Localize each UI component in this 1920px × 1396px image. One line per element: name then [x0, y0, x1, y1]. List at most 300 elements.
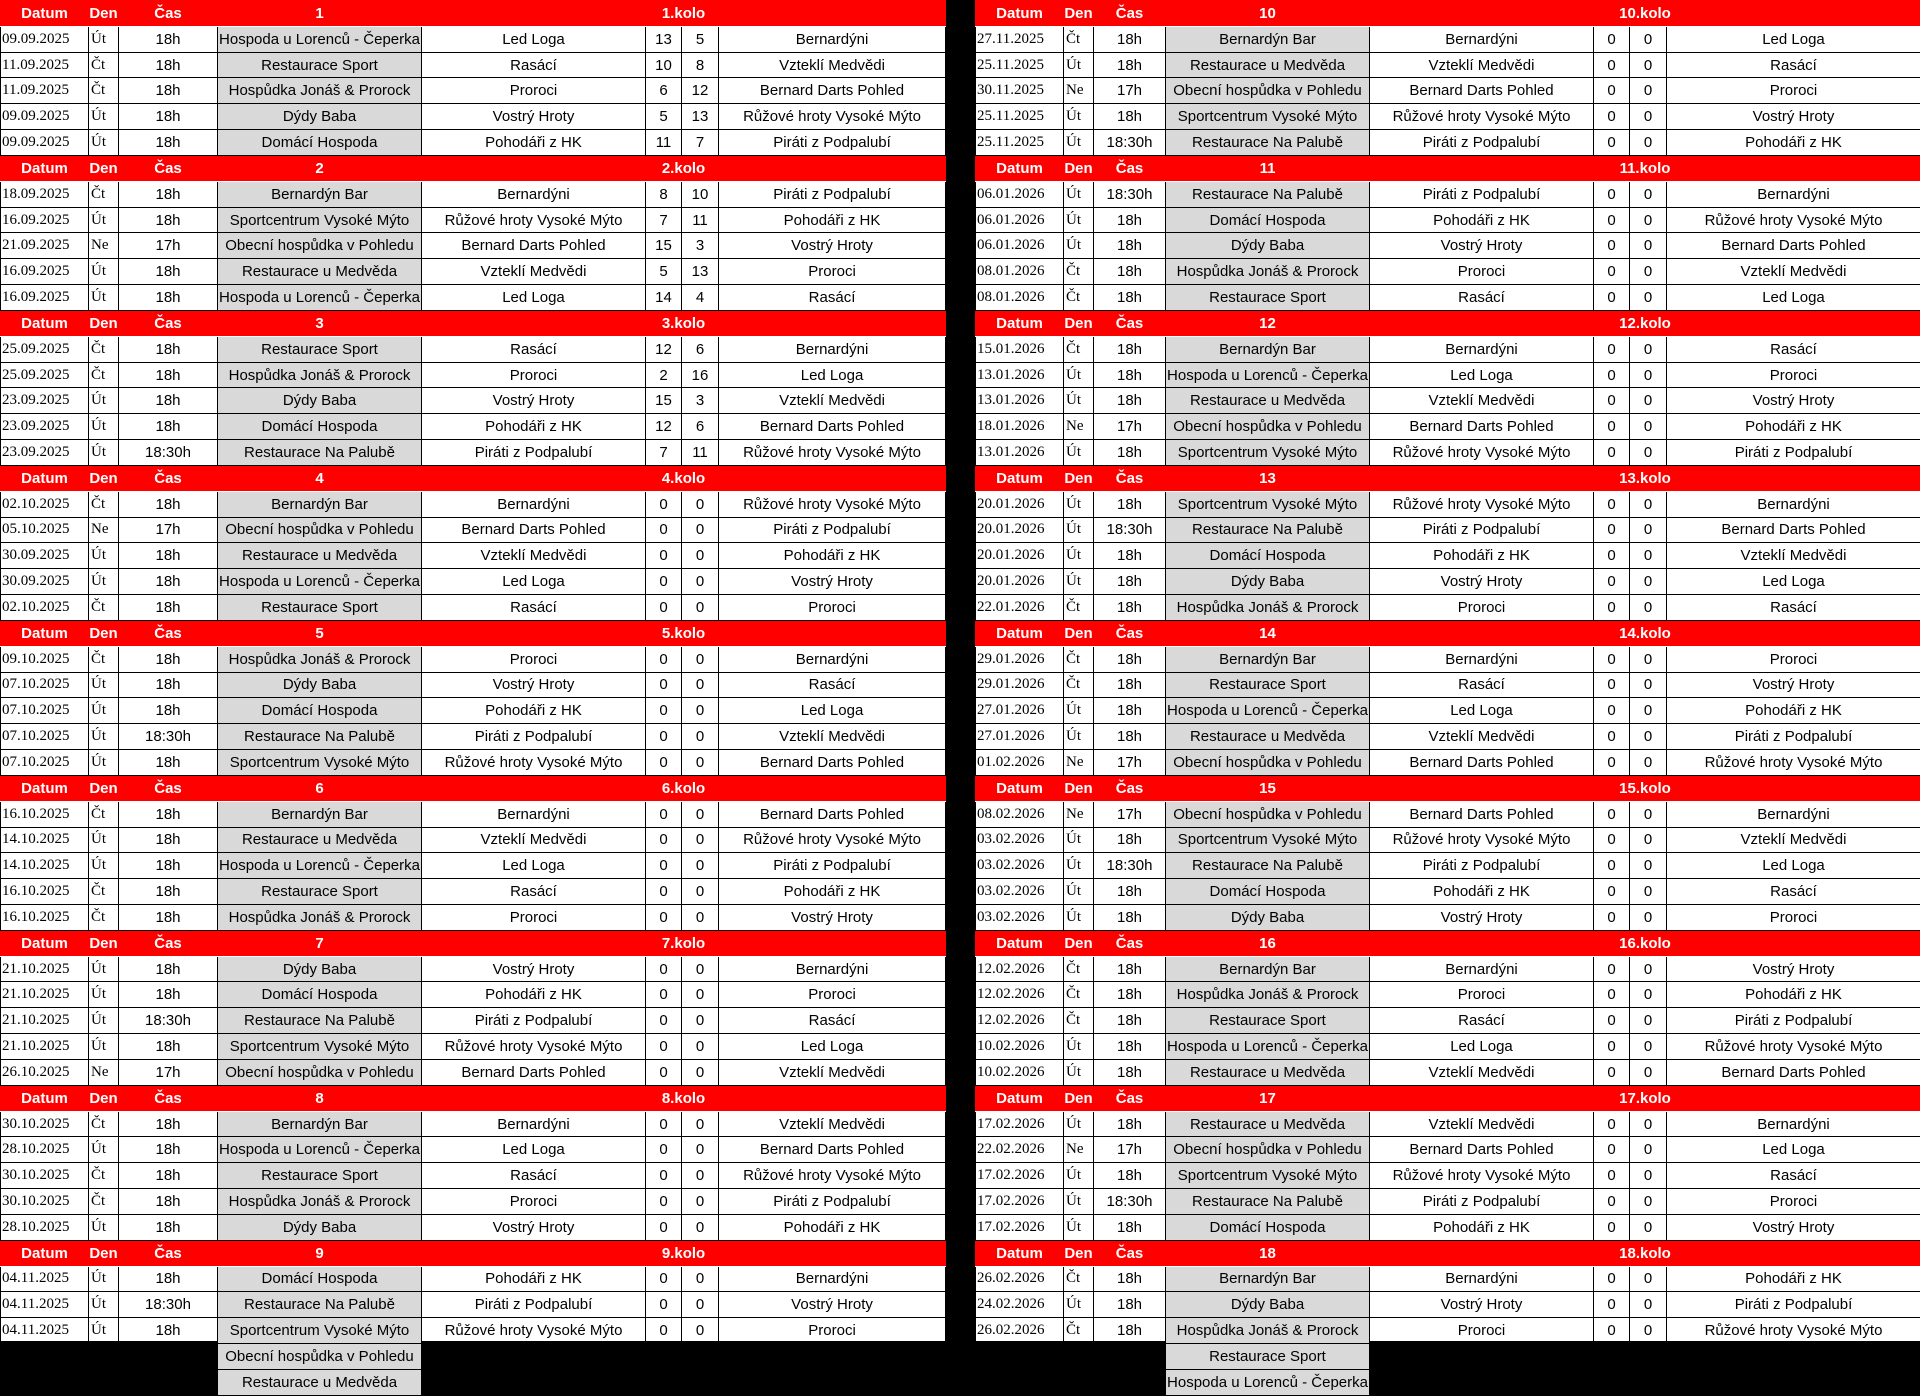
away-team: Bernard Darts Pohled: [1667, 1344, 1920, 1370]
match-row: [976, 724, 1920, 750]
match-row: [1, 750, 946, 776]
match-date: 13.01.2026: [976, 388, 1064, 414]
match-venue: Hospůdka Jonáš & Prorock: [218, 646, 422, 672]
match-time: 18h: [1094, 1214, 1166, 1240]
date-column-header: Datum: [1, 775, 89, 801]
match-row: [1, 1137, 946, 1163]
match-date: 06.01.2026: [976, 233, 1064, 259]
match-venue: Bernardýn Bar: [218, 1111, 422, 1137]
match-date: 02.10.2025: [1, 595, 89, 621]
match-time: 18h: [1094, 362, 1166, 388]
match-date: 21.09.2025: [1, 233, 89, 259]
away-team: Proroci: [719, 595, 946, 621]
home-team: Piráti z Podpalubí: [1370, 1189, 1594, 1215]
away-team: Pohodáři z HK: [1667, 698, 1920, 724]
away-team: Proroci: [1667, 646, 1920, 672]
match-venue: Bernardýn Bar: [1166, 26, 1370, 52]
home-team: Růžové hroty Vysoké Mýto: [422, 750, 646, 776]
home-score: 0: [646, 879, 682, 905]
away-team: Piráti z Podpalubí: [719, 130, 946, 156]
match-time: 17h: [1094, 801, 1166, 827]
match-day: Út: [89, 388, 119, 414]
round-number: 14: [1166, 620, 1370, 646]
away-score: 0: [1630, 414, 1667, 440]
match-time: 18h: [1094, 672, 1166, 698]
home-score: 0: [646, 517, 682, 543]
away-team: Vzteklí Medvědi: [1667, 259, 1920, 285]
match-date: 27.11.2025: [976, 26, 1064, 52]
away-team: Pohodáři z HK: [1667, 130, 1920, 156]
home-score: 0: [1594, 517, 1630, 543]
match-date: 10.02.2026: [976, 1034, 1064, 1060]
home-score: 0: [1594, 595, 1630, 621]
match-day: Ne: [1064, 414, 1094, 440]
match-venue: Obecní hospůdka v Pohledu: [1166, 801, 1370, 827]
away-score: 8: [682, 52, 719, 78]
match-day: Út: [1064, 104, 1094, 130]
away-team: Pohodáři z HK: [719, 1214, 946, 1240]
home-score: 0: [646, 1369, 682, 1395]
time-column-header: Čas: [1094, 155, 1166, 181]
home-score: 0: [646, 956, 682, 982]
match-row: [976, 1163, 1920, 1189]
match-day: Út: [1064, 1111, 1094, 1137]
match-day: Čt: [89, 52, 119, 78]
home-team: Piráti z Podpalubí: [422, 1292, 646, 1318]
home-score: 15: [646, 233, 682, 259]
home-score: 10: [646, 52, 682, 78]
date-column-header: Datum: [976, 775, 1064, 801]
match-date: 16.10.2025: [1, 801, 89, 827]
away-team: Rasácí: [719, 672, 946, 698]
match-row: [1, 853, 946, 879]
match-row: [976, 750, 1920, 776]
match-row: [1, 543, 946, 569]
match-venue: Restaurace u Medvěda: [1166, 1059, 1370, 1085]
match-row: [976, 1369, 1920, 1395]
away-score: 0: [682, 672, 719, 698]
match-date: 16.09.2025: [1, 259, 89, 285]
match-day: Čt: [1064, 285, 1094, 311]
home-score: 14: [646, 285, 682, 311]
match-day: Út: [1064, 388, 1094, 414]
match-date: 08.01.2026: [976, 259, 1064, 285]
away-team: Bernard Darts Pohled: [719, 801, 946, 827]
match-row: [976, 104, 1920, 130]
home-team: Pohodáři z HK: [422, 982, 646, 1008]
match-row: [976, 1318, 1920, 1344]
match-venue: Hospoda u Lorenců - Čeperka: [218, 1137, 422, 1163]
match-time: 18h: [119, 130, 218, 156]
schedule-left-half: [0, 0, 945, 1341]
home-team: Bernardýni: [422, 491, 646, 517]
match-venue: Restaurace u Medvěda: [218, 259, 422, 285]
match-venue: Domácí Hospoda: [218, 982, 422, 1008]
away-team: Růžové hroty Vysoké Mýto: [719, 491, 946, 517]
round-header-row: [1, 930, 946, 956]
match-date: 07.10.2025: [1, 698, 89, 724]
home-score: 0: [1594, 1163, 1630, 1189]
match-row: [1, 26, 946, 52]
match-day: Út: [89, 259, 119, 285]
away-score: 0: [1630, 879, 1667, 905]
away-team: Vostrý Hroty: [1667, 388, 1920, 414]
away-team: Bernardýni: [1667, 1111, 1920, 1137]
home-team: Led Loga: [422, 853, 646, 879]
match-date: 16.09.2025: [1, 285, 89, 311]
match-row: [1, 233, 946, 259]
schedule-right-half: [975, 0, 1920, 1341]
away-score: 0: [1630, 1034, 1667, 1060]
match-day: Út: [1064, 724, 1094, 750]
home-score: 0: [646, 1189, 682, 1215]
match-venue: Dýdy Baba: [1166, 904, 1370, 930]
match-time: 18h: [1094, 982, 1166, 1008]
match-venue: Obecní hospůdka v Pohledu: [1166, 1137, 1370, 1163]
away-team: Proroci: [719, 982, 946, 1008]
home-team: Pohodáři z HK: [1370, 543, 1594, 569]
day-column-header: Den: [89, 1, 119, 27]
away-team: Růžové hroty Vysoké Mýto: [1667, 1034, 1920, 1060]
match-time: 18h: [1094, 491, 1166, 517]
away-team: Bernard Darts Pohled: [719, 414, 946, 440]
round-number: 17: [1166, 1085, 1370, 1111]
match-time: 18h: [119, 543, 218, 569]
home-score: 0: [1594, 362, 1630, 388]
home-score: 0: [1594, 207, 1630, 233]
match-time: 18h: [1094, 52, 1166, 78]
home-score: 0: [646, 1059, 682, 1085]
home-score: 0: [646, 543, 682, 569]
match-date: 12.02.2026: [976, 1008, 1064, 1034]
match-date: 30.09.2025: [1, 569, 89, 595]
match-row: [1, 672, 946, 698]
match-time: 18h: [1094, 207, 1166, 233]
match-date: 27.01.2026: [976, 698, 1064, 724]
match-row: [1, 569, 946, 595]
away-score: 0: [682, 827, 719, 853]
match-row: [1, 1189, 946, 1215]
match-day: Čt: [1064, 956, 1094, 982]
match-venue: Obecní hospůdka v Pohledu: [218, 1344, 422, 1370]
match-day: Čt: [1064, 336, 1094, 362]
home-team: Rasácí: [422, 1163, 646, 1189]
match-date: 03.02.2026: [976, 853, 1064, 879]
time-column-header: Čas: [1094, 620, 1166, 646]
away-score: 0: [1630, 1137, 1667, 1163]
match-day: Út: [89, 104, 119, 130]
round-label: 13.kolo: [1370, 465, 1920, 491]
match-day: Út: [1064, 1292, 1094, 1318]
match-day: Út: [89, 26, 119, 52]
match-date: 26.02.2026: [976, 1344, 1064, 1370]
home-score: 0: [1594, 181, 1630, 207]
date-column-header: Datum: [976, 1240, 1064, 1266]
home-score: 11: [646, 130, 682, 156]
home-team: Pohodáři z HK: [1370, 207, 1594, 233]
home-team: Vzteklí Medvědi: [422, 1369, 646, 1395]
away-score: 0: [1630, 982, 1667, 1008]
home-score: 0: [646, 646, 682, 672]
match-day: Čt: [89, 1111, 119, 1137]
home-score: 0: [1594, 130, 1630, 156]
match-venue: Restaurace Na Palubě: [218, 1008, 422, 1034]
match-date: 07.10.2025: [1, 724, 89, 750]
round-number: 18: [1166, 1240, 1370, 1266]
home-team: Růžové hroty Vysoké Mýto: [422, 1318, 646, 1344]
home-team: Piráti z Podpalubí: [1370, 130, 1594, 156]
match-row: [1, 78, 946, 104]
match-time: 18h: [119, 78, 218, 104]
away-score: 0: [1630, 26, 1667, 52]
round-number: 16: [1166, 930, 1370, 956]
match-time: 18h: [119, 569, 218, 595]
home-score: 0: [1594, 233, 1630, 259]
match-time: 18h: [119, 956, 218, 982]
match-venue: Dýdy Baba: [218, 956, 422, 982]
away-team: Piráti z Podpalubí: [719, 853, 946, 879]
away-score: 4: [682, 285, 719, 311]
match-venue: Restaurace Sport: [1166, 1008, 1370, 1034]
match-day: Út: [1064, 362, 1094, 388]
match-time: 18h: [1094, 569, 1166, 595]
match-day: Út: [89, 440, 119, 466]
match-row: [976, 362, 1920, 388]
match-venue: Hospůdka Jonáš & Prorock: [1166, 982, 1370, 1008]
match-venue: Domácí Hospoda: [1166, 543, 1370, 569]
match-time: 18h: [119, 1034, 218, 1060]
match-venue: Dýdy Baba: [218, 104, 422, 130]
match-venue: Restaurace Na Palubě: [218, 440, 422, 466]
away-team: Proroci: [1667, 78, 1920, 104]
match-row: [1, 517, 946, 543]
home-team: Vostrý Hroty: [1370, 904, 1594, 930]
away-team: Led Loga: [719, 362, 946, 388]
round-header-row: [1, 310, 946, 336]
match-date: 11.09.2025: [1, 52, 89, 78]
day-column-header: Den: [1064, 1240, 1094, 1266]
match-time: 18h: [119, 904, 218, 930]
match-row: [1, 827, 946, 853]
match-day: Út: [1064, 181, 1094, 207]
away-team: Piráti z Podpalubí: [1667, 440, 1920, 466]
away-team: Led Loga: [1667, 26, 1920, 52]
match-row: [1, 1163, 946, 1189]
away-score: 0: [1630, 750, 1667, 776]
away-team: Rasácí: [1667, 1163, 1920, 1189]
match-venue: Hospoda u Lorenců - Čeperka: [218, 569, 422, 595]
match-row: [1, 207, 946, 233]
match-time: 18h: [119, 1369, 218, 1395]
match-date: 30.09.2025: [1, 543, 89, 569]
match-row: [976, 672, 1920, 698]
home-team: Bernard Darts Pohled: [1370, 801, 1594, 827]
day-column-header: Den: [1064, 1085, 1094, 1111]
match-date: 21.10.2025: [1, 982, 89, 1008]
home-team: Proroci: [422, 904, 646, 930]
home-team: Vzteklí Medvědi: [1370, 724, 1594, 750]
home-team: Rasácí: [422, 879, 646, 905]
home-team: Vzteklí Medvědi: [1370, 388, 1594, 414]
date-column-header: Datum: [1, 310, 89, 336]
match-row: [976, 956, 1920, 982]
match-venue: Restaurace Sport: [1166, 1344, 1370, 1370]
match-day: Út: [89, 827, 119, 853]
match-day: Út: [89, 1008, 119, 1034]
away-team: Led Loga: [719, 698, 946, 724]
away-score: 0: [1630, 104, 1667, 130]
away-score: 0: [1630, 388, 1667, 414]
away-score: 6: [682, 336, 719, 362]
match-row: [976, 1344, 1920, 1370]
match-time: 18h: [1094, 1318, 1166, 1344]
away-score: 0: [1630, 440, 1667, 466]
match-row: [976, 414, 1920, 440]
date-column-header: Datum: [976, 620, 1064, 646]
round-number: 10: [1166, 1, 1370, 27]
away-score: 0: [1630, 336, 1667, 362]
match-row: [976, 440, 1920, 466]
away-team: Piráti z Podpalubí: [1667, 1292, 1920, 1318]
match-day: Čt: [1064, 1344, 1094, 1370]
match-date: 16.10.2025: [1, 879, 89, 905]
match-date: 26.02.2026: [976, 1266, 1064, 1292]
away-team: Růžové hroty Vysoké Mýto: [1667, 207, 1920, 233]
match-date: 07.10.2025: [1, 750, 89, 776]
round-number: 2: [218, 155, 422, 181]
match-row: [976, 285, 1920, 311]
round-label: 2.kolo: [422, 155, 946, 181]
match-day: Čt: [1064, 1266, 1094, 1292]
round-number: 3: [218, 310, 422, 336]
match-day: Út: [89, 724, 119, 750]
home-team: Vostrý Hroty: [422, 104, 646, 130]
match-time: 18h: [119, 414, 218, 440]
home-score: 0: [646, 672, 682, 698]
match-date: 16.09.2025: [1, 207, 89, 233]
away-score: 0: [682, 1189, 719, 1215]
home-score: 0: [646, 1008, 682, 1034]
home-team: Růžové hroty Vysoké Mýto: [422, 207, 646, 233]
away-team: Bernard Darts Pohled: [1667, 1059, 1920, 1085]
match-time: 18h: [1094, 1266, 1166, 1292]
home-score: 12: [646, 336, 682, 362]
round-label: 15.kolo: [1370, 775, 1920, 801]
match-day: Čt: [89, 646, 119, 672]
time-column-header: Čas: [119, 310, 218, 336]
home-team: Led Loga: [1370, 1369, 1594, 1395]
home-team: Bernard Darts Pohled: [422, 1059, 646, 1085]
home-score: 7: [646, 440, 682, 466]
match-venue: Domácí Hospoda: [1166, 207, 1370, 233]
match-date: 23.09.2025: [1, 440, 89, 466]
match-day: Út: [89, 853, 119, 879]
round-number: 8: [218, 1085, 422, 1111]
away-team: Proroci: [719, 1318, 946, 1344]
away-team: Pohodáři z HK: [719, 879, 946, 905]
away-team: Vzteklí Medvědi: [1667, 1369, 1920, 1395]
match-venue: Hospoda u Lorenců - Čeperka: [1166, 698, 1370, 724]
round-number: 6: [218, 775, 422, 801]
match-time: 18h: [119, 672, 218, 698]
match-date: 20.01.2026: [976, 543, 1064, 569]
away-score: 11: [682, 207, 719, 233]
match-row: [976, 259, 1920, 285]
match-day: Čt: [89, 491, 119, 517]
match-time: 17h: [119, 517, 218, 543]
home-score: 2: [646, 362, 682, 388]
away-score: 0: [682, 1214, 719, 1240]
match-date: 11.09.2025: [1, 78, 89, 104]
away-score: 0: [682, 1163, 719, 1189]
home-score: 12: [646, 414, 682, 440]
match-time: 18h: [119, 853, 218, 879]
home-score: 0: [1594, 827, 1630, 853]
match-venue: Restaurace Na Palubě: [218, 724, 422, 750]
home-team: Bernardýni: [1370, 26, 1594, 52]
match-day: Čt: [89, 904, 119, 930]
match-venue: Bernardýn Bar: [1166, 1266, 1370, 1292]
home-score: 0: [1594, 1034, 1630, 1060]
match-time: 18h: [119, 104, 218, 130]
round-label: 1.kolo: [422, 1, 946, 27]
home-score: 0: [646, 569, 682, 595]
match-day: Út: [1064, 1059, 1094, 1085]
away-score: 0: [682, 1266, 719, 1292]
away-team: Led Loga: [1667, 285, 1920, 311]
round-header-row: [1, 155, 946, 181]
match-venue: Obecní hospůdka v Pohledu: [218, 1059, 422, 1085]
match-time: 18h: [1094, 285, 1166, 311]
away-team: Pohodáři z HK: [1667, 982, 1920, 1008]
match-day: Út: [1064, 1034, 1094, 1060]
match-date: 07.10.2025: [1, 672, 89, 698]
home-team: Vostrý Hroty: [422, 956, 646, 982]
time-column-header: Čas: [1094, 310, 1166, 336]
match-venue: Hospůdka Jonáš & Prorock: [218, 1189, 422, 1215]
home-score: 0: [1594, 569, 1630, 595]
round-header-row: [976, 1085, 1920, 1111]
match-row: [1, 336, 946, 362]
home-score: 0: [646, 698, 682, 724]
match-date: 13.01.2026: [976, 362, 1064, 388]
match-date: 24.02.2026: [976, 1369, 1064, 1395]
away-team: Piráti z Podpalubí: [719, 1189, 946, 1215]
away-team: Proroci: [1667, 1189, 1920, 1215]
away-team: Bernardýni: [1667, 491, 1920, 517]
home-team: Led Loga: [422, 569, 646, 595]
match-venue: Restaurace u Medvěda: [218, 1369, 422, 1395]
home-team: Piráti z Podpalubí: [422, 724, 646, 750]
match-row: [976, 1292, 1920, 1318]
match-time: 18h: [1094, 388, 1166, 414]
away-team: Bernard Darts Pohled: [1667, 233, 1920, 259]
home-score: 0: [646, 595, 682, 621]
match-venue: Bernardýn Bar: [1166, 646, 1370, 672]
match-day: Út: [89, 750, 119, 776]
away-team: Rasácí: [719, 285, 946, 311]
away-score: 0: [682, 1059, 719, 1085]
match-row: [1, 181, 946, 207]
match-venue: Restaurace Na Palubě: [1166, 130, 1370, 156]
home-team: Pohodáři z HK: [1370, 1214, 1594, 1240]
match-row: [976, 827, 1920, 853]
home-team: Led Loga: [1370, 362, 1594, 388]
round-number: 1: [218, 1, 422, 27]
away-score: 0: [1630, 1214, 1667, 1240]
match-venue: Hospoda u Lorenců - Čeperka: [1166, 1034, 1370, 1060]
away-team: Vostrý Hroty: [719, 569, 946, 595]
